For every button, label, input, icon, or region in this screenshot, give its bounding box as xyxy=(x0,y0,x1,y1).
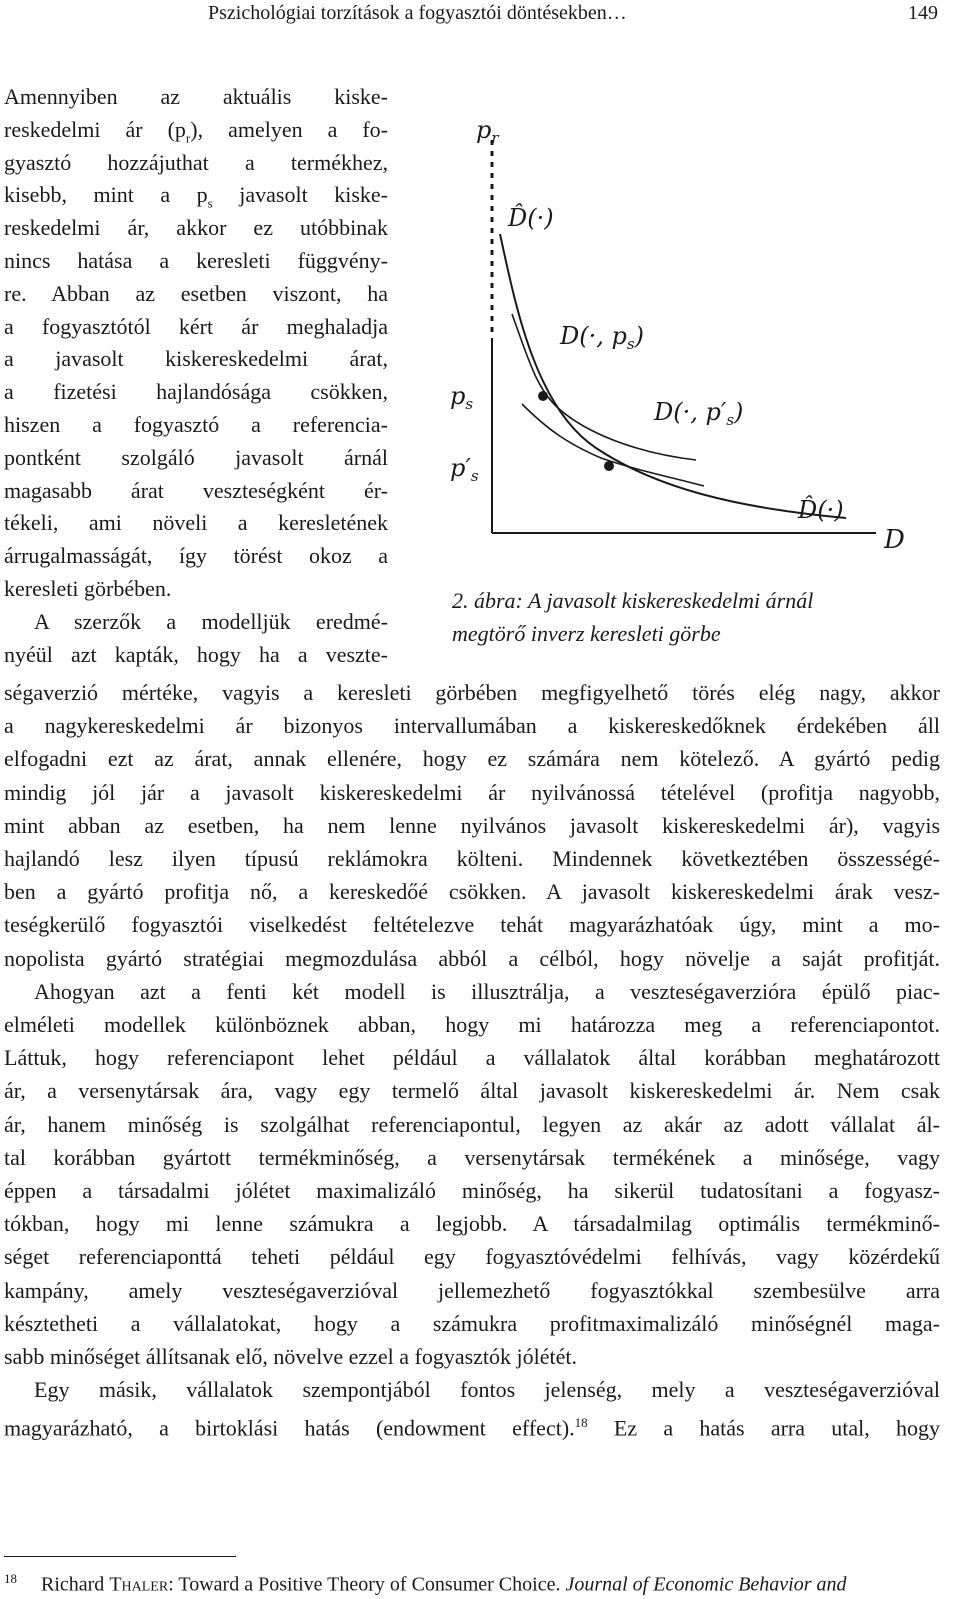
label-ps: $p_s$ xyxy=(450,382,474,413)
text-line: A szerzők a modelljük eredmé- xyxy=(34,608,388,634)
text-line: séget referenciaponttá teheti például egy fogyasztóvédelmi felhívás, vagy közérdekű xyxy=(4,1244,940,1270)
text-line: a fizetési hajlandósága csökken, xyxy=(4,379,388,405)
text-line: mint abban az esetben, ha nem lenne nyilvános javasolt kiskereskedelmi ár), vagyis xyxy=(4,812,940,838)
text-line: teségkerülő fogyasztói viselkedést feltételezve tehát magyarázhatóak úgy, mint a mo- xyxy=(4,912,940,938)
text-line: hajlandó lesz ilyen típusú reklámokra költeni. Mindennek következtében összességé- xyxy=(4,846,940,871)
text-line: Láttuk, hogy referenciapont lehet például a vállalatok által korábban meghatározott xyxy=(4,1045,940,1071)
text-line: elfogadni ezt az árat, annak ellenére, hogy ez számára nem kötelező. A gyártó pedig xyxy=(4,746,940,772)
label-ps-prime: $p'_s$ xyxy=(450,454,479,485)
figure-2 xyxy=(436,108,956,568)
text-line: ár, hanem minőség is szolgálhat referenciapontul, legyen az akár az adott vállalat ál- xyxy=(4,1111,940,1137)
text-line: ben a gyártó profitja nő, a kereskedőé csökken. A javasolt kiskereskedelmi árak vesz- xyxy=(4,879,940,905)
footnote xyxy=(4,1565,847,1599)
kink-point-ps-prime xyxy=(604,461,614,471)
text-line: a javasolt kiskereskedelmi árat, xyxy=(4,346,388,372)
label-dhat-bottom: D̂(·) xyxy=(798,496,844,524)
label-d-ps: D(·, $p_s$) xyxy=(560,322,644,353)
text-line: sabb minőséget állítsanak elő, növelve ezzel a fogyasztók jólétét. xyxy=(4,1344,578,1369)
text-line: tókban, hogy mi lenne számukra a legjobb. A társadalmilag optimális termékminő- xyxy=(4,1211,940,1237)
text-line: re. Abban az esetben viszont, ha xyxy=(4,280,388,306)
text-line: magasabb árat veszteségként ér- xyxy=(4,477,388,503)
footnote-mark: 18 xyxy=(4,1571,17,1586)
inverse-demand-diagram xyxy=(436,108,956,568)
label-dhat-top: D̂(·) xyxy=(508,204,554,232)
text-line: a nagykereskedelmi ár bizonyos intervallumában a kiskereskedőknek érdekében áll xyxy=(4,713,940,739)
running-title: Pszichológiai torzítások a fogyasztói döntésekben… xyxy=(208,2,627,24)
text-line: reskedelmi ár, akkor ez utóbbinak xyxy=(4,215,388,241)
text-line: nopolista gyártó stratégiai megmozdulása abból a célból, hogy növelje a saját profitját. xyxy=(4,945,940,971)
text-line: a fogyasztótól kért ár meghaladja xyxy=(4,313,388,339)
text-line: késztetheti a vállalatokat, hogy a számukra profitmaximalizáló minőségnél maga- xyxy=(4,1310,940,1336)
footnote-rule xyxy=(4,1556,236,1557)
text-line: kisebb, mint a $p_s$ javasolt kiske- xyxy=(4,182,388,211)
text-line: Amennyiben az aktuális kiske- xyxy=(4,84,388,109)
text-line: pontként szolgáló javasolt árnál xyxy=(4,444,388,470)
label-pr: $p_r$ xyxy=(476,116,499,147)
text-line: ár, a versenytársak ára, vagy egy termelő által javasolt kiskereskedelmi ár. Nem csak xyxy=(4,1078,940,1104)
label-d-ps-prime: D(·, $p'_s$) xyxy=(654,398,744,429)
page-number: 149 xyxy=(908,2,938,24)
curve-dhat xyxy=(500,234,846,518)
text-line: Egy másik, vállalatok szempontjából fontos jelenség, mely a veszteségaverzióval xyxy=(34,1377,940,1403)
footnote-author-first: Richard xyxy=(41,1573,110,1596)
text-line: nyéül azt kapták, hogy ha a veszte- xyxy=(4,641,388,667)
text-line: tal korábban gyártott termékminőség, a versenytársak termékének a minősége, vagy xyxy=(4,1144,940,1170)
figure-caption-line-1: 2. ábra: A javasolt kiskereskedelmi árnál xyxy=(452,588,814,613)
text-line: nincs hatása a keresleti függvény- xyxy=(4,248,388,273)
figure-caption-line-2: megtörő inverz keresleti görbe xyxy=(452,621,721,646)
text-line: ségaverzió mértéke, vagyis a keresleti görbében megfigyelhető törés elég nagy, akkor xyxy=(4,680,940,705)
label-d-axis: D xyxy=(884,525,905,555)
text-line: magyarázható, a birtoklási hatás (endowment effect).$^{18}$ Ez a hatás arra utal, hogy xyxy=(4,1415,940,1441)
text-line: hiszen a fogyasztó a referencia- xyxy=(4,412,388,437)
kink-point-ps xyxy=(538,391,548,401)
text-line: gyasztó hozzájuthat a termékhez, xyxy=(4,149,388,175)
text-line: Ahogyan azt a fenti két modell is illusztrálja, a veszteségaverzióra épülő piac- xyxy=(34,978,940,1004)
text-line: mindig jól jár a javasolt kiskereskedelmi ár nyilvánossá tételével (profitja nagyobb, xyxy=(4,779,940,805)
text-line: reskedelmi ár $(p_r)$, amelyen a fo- xyxy=(4,116,388,146)
text-line: éppen a társadalmi jólétet maximalizáló minőség, ha sikerül tudatosítani a fogyasz- xyxy=(4,1178,940,1203)
text-line: kampány, amely veszteségaverzióval jellemezhető fogyasztókkal szembesülve arra xyxy=(4,1277,940,1303)
running-header xyxy=(0,0,960,30)
text-line: keresleti görbében. xyxy=(4,576,172,601)
footnote-author-last: Thaler xyxy=(109,1573,169,1596)
text-line: árrugalmasságát, így törést okoz a xyxy=(4,543,388,569)
footnote-text: : Toward a Positive Theory of Consumer Choice. xyxy=(168,1573,566,1596)
text-line: tékeli, ami növeli a keresletének xyxy=(4,510,388,536)
footnote-journal: Journal of Economic Behavior and xyxy=(565,1573,847,1596)
text-line: elméleti modellek különböznek abban, hogy mi határozza meg a referenciapontot. xyxy=(4,1012,940,1037)
